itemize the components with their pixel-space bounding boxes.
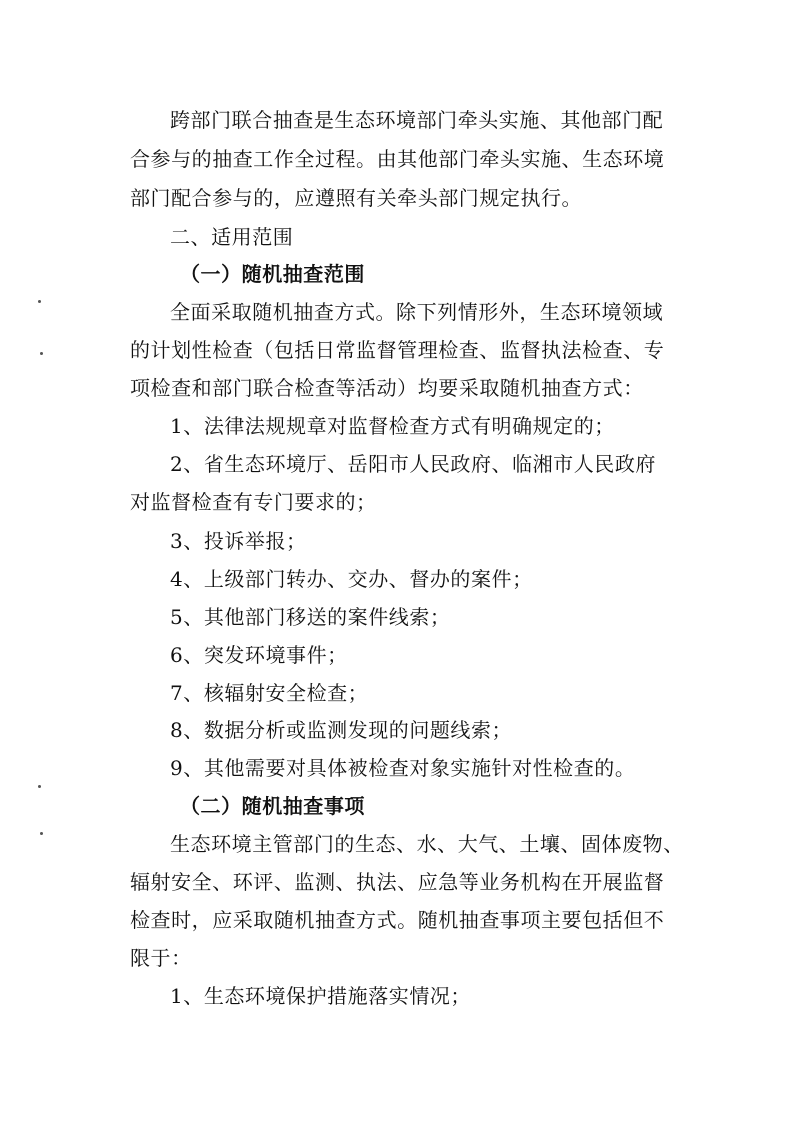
paragraph-items-line-4: 限于：: [130, 946, 192, 970]
list-item-final: 1、生态环境保护措施落实情况；: [170, 984, 471, 1008]
list-item-7: 7、核辐射安全检查；: [170, 681, 369, 705]
paragraph-items-line-3: 检查时，应采取随机抽查方式。随机抽查事项主要包括但不: [130, 908, 665, 932]
list-item-5: 5、其他部门移送的案件线索；: [170, 605, 451, 629]
section-heading-scope: 二、适用范围: [170, 225, 294, 249]
list-item-4: 4、上级部门转办、交办、督办的案件；: [170, 567, 533, 591]
subheading-random-items: （二）随机抽查事项: [180, 794, 365, 818]
list-item-2-line-2: 对监督检查有专门要求的；: [130, 490, 377, 514]
paragraph-1-line-3: 部门配合参与的，应遵照有关牵头部门规定执行。: [130, 186, 583, 210]
list-item-9: 9、其他需要对具体被检查对象实施针对性检查的。: [170, 756, 636, 780]
scan-mark: [38, 300, 41, 303]
paragraph-scope-line-1: 全面采取随机抽查方式。除下列情形外，生态环境领域: [170, 300, 664, 324]
list-item-2-line-1: 2、省生态环境厅、岳阳市人民政府、临湘市人民政府: [170, 452, 656, 476]
paragraph-1-line-1: 跨部门联合抽查是生态环境部门牵头实施、其他部门配: [170, 108, 664, 132]
scan-mark: [40, 832, 43, 835]
list-item-6: 6、突发环境事件；: [170, 643, 348, 667]
paragraph-scope-line-3: 项检查和部门联合检查等活动）均要采取随机抽查方式：: [130, 376, 644, 400]
paragraph-1-line-2: 合参与的抽查工作全过程。由其他部门牵头实施、生态环境: [130, 147, 665, 171]
list-item-1: 1、法律法规规章对监督检查方式有明确规定的；: [170, 414, 615, 438]
paragraph-items-line-2: 辐射安全、环评、监测、执法、应急等业务机构在开展监督: [130, 870, 665, 894]
paragraph-scope-line-2: 的计划性检查（包括日常监督管理检查、监督执法检查、专: [130, 338, 665, 362]
paragraph-items-line-1: 生态环境主管部门的生态、水、大气、土壤、固体废物、: [170, 832, 684, 856]
subheading-random-scope: （一）随机抽查范围: [180, 262, 365, 286]
list-item-8: 8、数据分析或监测发现的问题线索；: [170, 718, 513, 742]
list-item-3: 3、投诉举报；: [170, 529, 307, 553]
scan-mark: [38, 785, 41, 788]
scan-mark: [40, 352, 43, 355]
